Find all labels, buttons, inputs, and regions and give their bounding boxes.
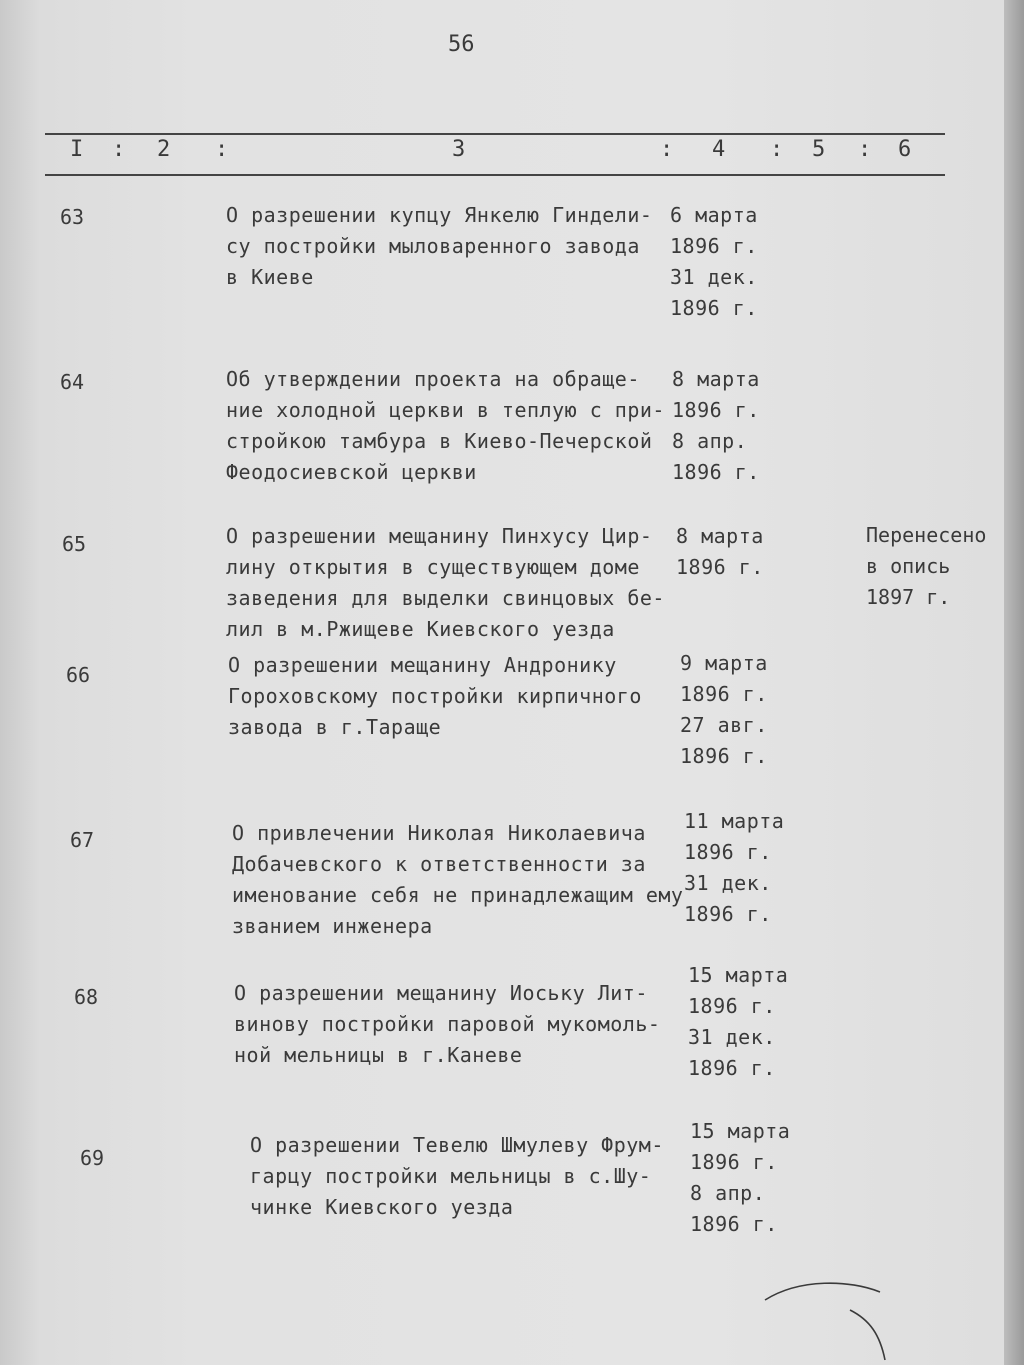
- header-col-2: 2: [157, 137, 173, 162]
- record-title: О разрешении мещанину Андронику Гороховскому постройки кирпичного завода в г.Тараще: [228, 653, 642, 739]
- header-col-3: 3: [452, 137, 468, 162]
- page-edge: [1004, 0, 1024, 1365]
- record-title: Об утверждении проекта на обраще- ние холодной церкви в теплую с при- стройкою тамбура в Киево-Печерской Феодосиевской церкви: [226, 367, 665, 484]
- header-sep-3: :: [660, 137, 676, 162]
- record-title: О привлечении Николая Николаевича Добачевского к ответственности за именование себя не принадлежащим ему званием инженера: [232, 821, 684, 938]
- header-bottom-rule: [45, 174, 945, 176]
- header-col-5: 5: [812, 137, 828, 162]
- record-number: 65: [62, 532, 87, 556]
- record-dates: 6 марта 1896 г. 31 дек. 1896 г.: [670, 203, 758, 320]
- page-number: 56: [448, 32, 475, 57]
- pencil-scribble: [760, 1270, 1000, 1365]
- header-sep-4: :: [770, 137, 786, 162]
- record-dates: 15 марта 1896 г. 31 дек. 1896 г.: [688, 963, 789, 1080]
- header-top-rule: [45, 133, 945, 135]
- record-number: 67: [70, 828, 95, 852]
- record-number: 69: [80, 1146, 105, 1170]
- record-dates: 9 марта 1896 г. 27 авг. 1896 г.: [680, 651, 768, 768]
- record-number: 66: [66, 663, 91, 687]
- header-col-4: 4: [712, 137, 728, 162]
- record-title: О разрешении Тевелю Шмулеву Фрум- гарцу постройки мельницы в с.Шу- чинке Киевского уезда: [250, 1133, 664, 1219]
- record-dates: 11 марта 1896 г. 31 дек. 1896 г.: [684, 809, 785, 926]
- header-col-1: I: [70, 137, 86, 162]
- header-sep-5: :: [858, 137, 874, 162]
- record-title: О разрешении купцу Янкелю Гиндели- су постройки мыловаренного завода в Киеве: [226, 203, 653, 289]
- header-col-6: 6: [898, 137, 914, 162]
- record-title: О разрешении мещанину Иоську Лит- винову постройки паровой мукомоль- ной мельницы в г.Каневе: [234, 981, 661, 1067]
- record-dates: 8 марта 1896 г. 8 апр. 1896 г.: [672, 367, 760, 484]
- header-sep-2: :: [215, 137, 231, 162]
- record-note: Перенесено в опись 1897 г.: [866, 523, 987, 609]
- record-title: О разрешении мещанину Пинхусу Цир- лину открытия в существующем доме заведения для выделки свинцовых бе- лил в м.Ржищеве Киевского уезда: [226, 524, 665, 641]
- record-dates: 15 марта 1896 г. 8 апр. 1896 г.: [690, 1119, 791, 1236]
- header-sep-1: :: [112, 137, 128, 162]
- record-dates: 8 марта 1896 г.: [676, 524, 764, 579]
- record-number: 64: [60, 370, 85, 394]
- record-number: 68: [74, 985, 99, 1009]
- record-number: 63: [60, 205, 85, 229]
